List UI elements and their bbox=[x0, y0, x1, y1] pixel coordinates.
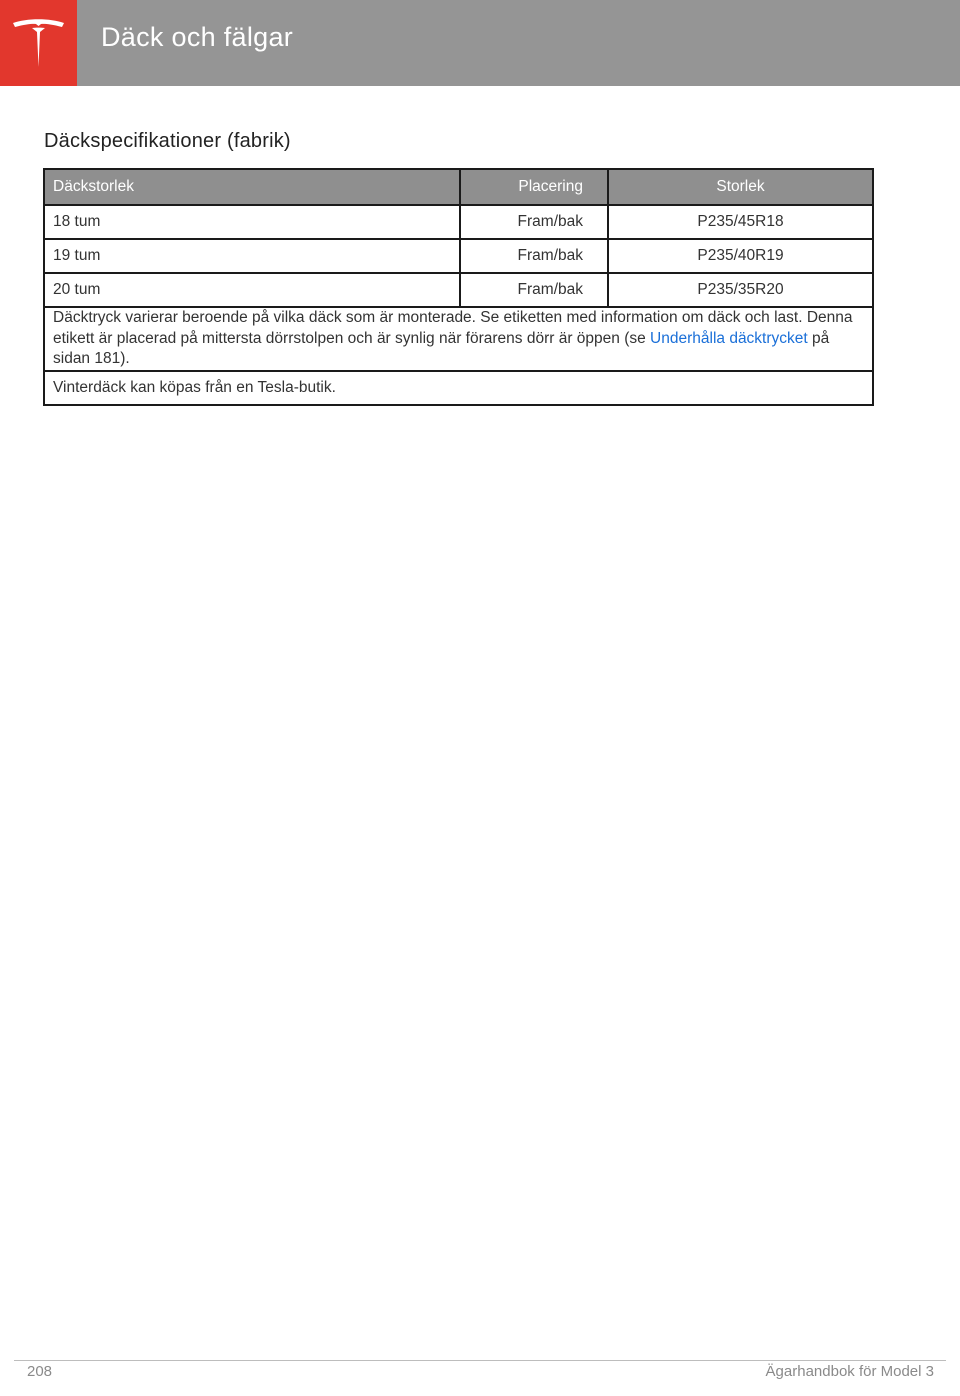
table-cell: P235/40R19 bbox=[608, 239, 873, 273]
page-header-title: Däck och fälgar bbox=[101, 22, 294, 52]
table-cell: 19 tum bbox=[44, 239, 460, 273]
page-number: 208 bbox=[27, 1363, 53, 1380]
table-cell: P235/45R18 bbox=[608, 205, 873, 239]
table-row bbox=[44, 205, 873, 239]
brand-logo bbox=[0, 0, 77, 86]
page-header bbox=[0, 0, 960, 86]
table-header-row bbox=[44, 169, 873, 205]
table-cell: P235/35R20 bbox=[608, 273, 873, 307]
winter-tire-note: Vinterdäck kan köpas från en Tesla-butik. bbox=[44, 371, 873, 405]
tire-pressure-note bbox=[44, 307, 873, 371]
table-cell: Fram/bak bbox=[460, 273, 608, 307]
note-text: Däcktryck varierar beroende på vilka däck som är monterade. Se etiketten med information om däck och last. Denna etikett är placerad på mittersta dörrstolpen och är synlig när förarens dörr är öppen (se bbox=[53, 309, 853, 347]
table-note-row bbox=[44, 371, 873, 405]
column-header: Placering bbox=[460, 169, 608, 205]
table-cell: 18 tum bbox=[44, 205, 460, 239]
table-cell: Fram/bak bbox=[460, 205, 608, 239]
note-text-end: på sidan 181). bbox=[53, 329, 830, 367]
footer-title: Ägarhandbok för Model 3 bbox=[765, 1363, 934, 1380]
section-title: Däckspecifikationer (fabrik) bbox=[44, 130, 291, 152]
column-header: Däckstorlek bbox=[44, 169, 460, 205]
footer-divider bbox=[14, 1360, 946, 1361]
table-note-row bbox=[44, 307, 873, 371]
table-row bbox=[44, 273, 873, 307]
tire-spec-table bbox=[43, 168, 874, 406]
table-cell: 20 tum bbox=[44, 273, 460, 307]
table-row bbox=[44, 239, 873, 273]
table-cell: Fram/bak bbox=[460, 239, 608, 273]
tesla-logo-icon bbox=[11, 17, 66, 69]
column-header: Storlek bbox=[608, 169, 873, 205]
maintain-tire-pressure-link[interactable]: Underhålla däcktrycket bbox=[650, 329, 808, 347]
